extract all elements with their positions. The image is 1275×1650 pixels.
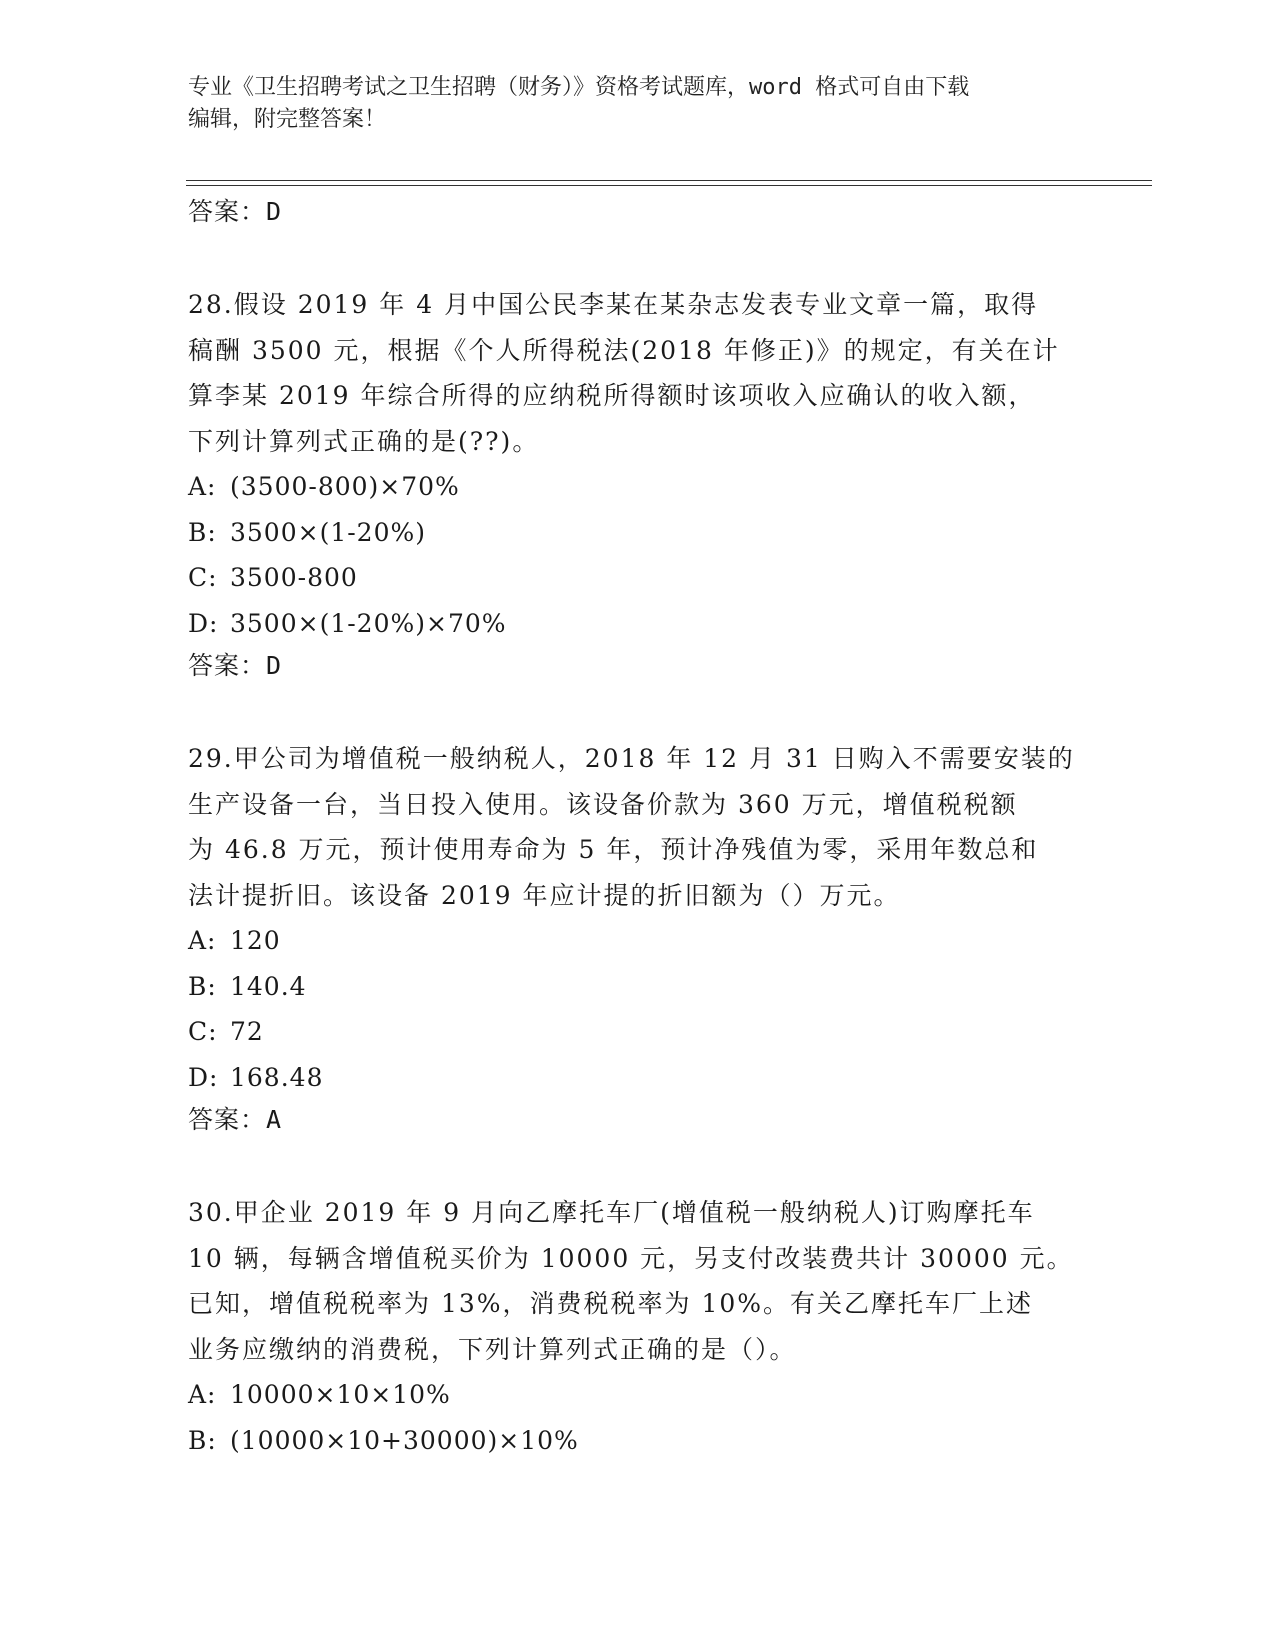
option-d [188,1055,1088,1101]
option-text: 72 [230,1017,264,1046]
question-text-line: 业务应缴纳的消费税，下列计算列式正确的是（）。 [188,1334,797,1364]
question-text-line: 已知，增值税税率为 13%，消费税税率为 10%。有关乙摩托车厂上述 [188,1289,1034,1318]
option-c [188,1009,1088,1055]
option-key: C: [188,1017,218,1046]
option-text: (10000×10+30000)×10% [230,1425,579,1455]
option-key: A: [188,472,217,501]
option-b [188,1418,1088,1464]
option-text: 120 [230,926,281,955]
question-text-line: 30.甲企业 2019 年 9 月向乙摩托车厂(增值税一般纳税人)订购摩托车 [188,1198,1035,1227]
question-text-line: 算李某 2019 年综合所得的应纳税所得额时该项收入应确认的收入额， [188,381,1036,410]
answer-line: 答案：A [188,1105,283,1134]
option-a [188,464,1088,510]
question-text-line: 稿酬 3500 元，根据《个人所得税法(2018 年修正)》的规定，有关在计 [188,335,1060,365]
option-b [188,510,1088,556]
question-text-line: 法计提折旧。该设备 2019 年应计提的折旧额为（）万元。 [188,880,901,910]
option-key: D: [188,1062,219,1092]
option-key: B: [188,1425,217,1455]
option-text: 168.48 [230,1062,324,1092]
answer-line: 答案：D [188,197,283,226]
question-list [188,189,1088,1463]
question-30 [188,1190,1088,1463]
option-text: 10000×10×10% [230,1380,451,1409]
option-text: 3500-800 [230,563,358,592]
option-key: B: [188,971,217,1001]
question-text-line: 10 辆，每辆含增值税买价为 10000 元，另支付改装费共计 30000 元。 [188,1243,1074,1273]
header-line-2: 编辑，附完整答案！ [188,107,387,132]
option-key: A: [188,1380,217,1409]
option-text: (3500-800)×70% [230,472,460,501]
option-key: A: [188,926,217,955]
option-text: 3500×(1-20%)×70% [230,608,507,638]
option-key: D: [188,608,219,638]
header-divider-top [186,180,1152,181]
option-a [188,1372,1088,1418]
question-text-line: 28.假设 2019 年 4 月中国公民李某在某杂志发表专业文章一篇，取得 [188,290,1039,319]
header-line-1: 专业《卫生招聘考试之卫生招聘（财务）》资格考试题库，word 格式可自由下载 [188,75,970,100]
option-d [188,601,1088,647]
option-a [188,918,1088,964]
question-29 [188,736,1088,1140]
question-text-line: 为 46.8 万元，预计使用寿命为 5 年，预计净残值为零，采用年数总和 [188,835,1039,864]
question-text-line: 29.甲公司为增值税一般纳税人，2018 年 12 月 31 日购入不需要安装的 [188,744,1075,773]
option-b [188,964,1088,1010]
option-key: B: [188,517,217,547]
answer-line: 答案：D [188,651,283,680]
header-divider-bottom [186,185,1152,186]
option-key: C: [188,563,218,592]
option-text: 3500×(1-20%) [230,517,426,547]
question-text-line: 生产设备一台，当日投入使用。该设备价款为 360 万元，增值税税额 [188,789,1018,819]
question-text-line: 下列计算列式正确的是(??)。 [188,426,540,456]
question-28 [188,282,1088,686]
option-c [188,555,1088,601]
option-text: 140.4 [230,971,307,1001]
document-header [188,72,1088,136]
